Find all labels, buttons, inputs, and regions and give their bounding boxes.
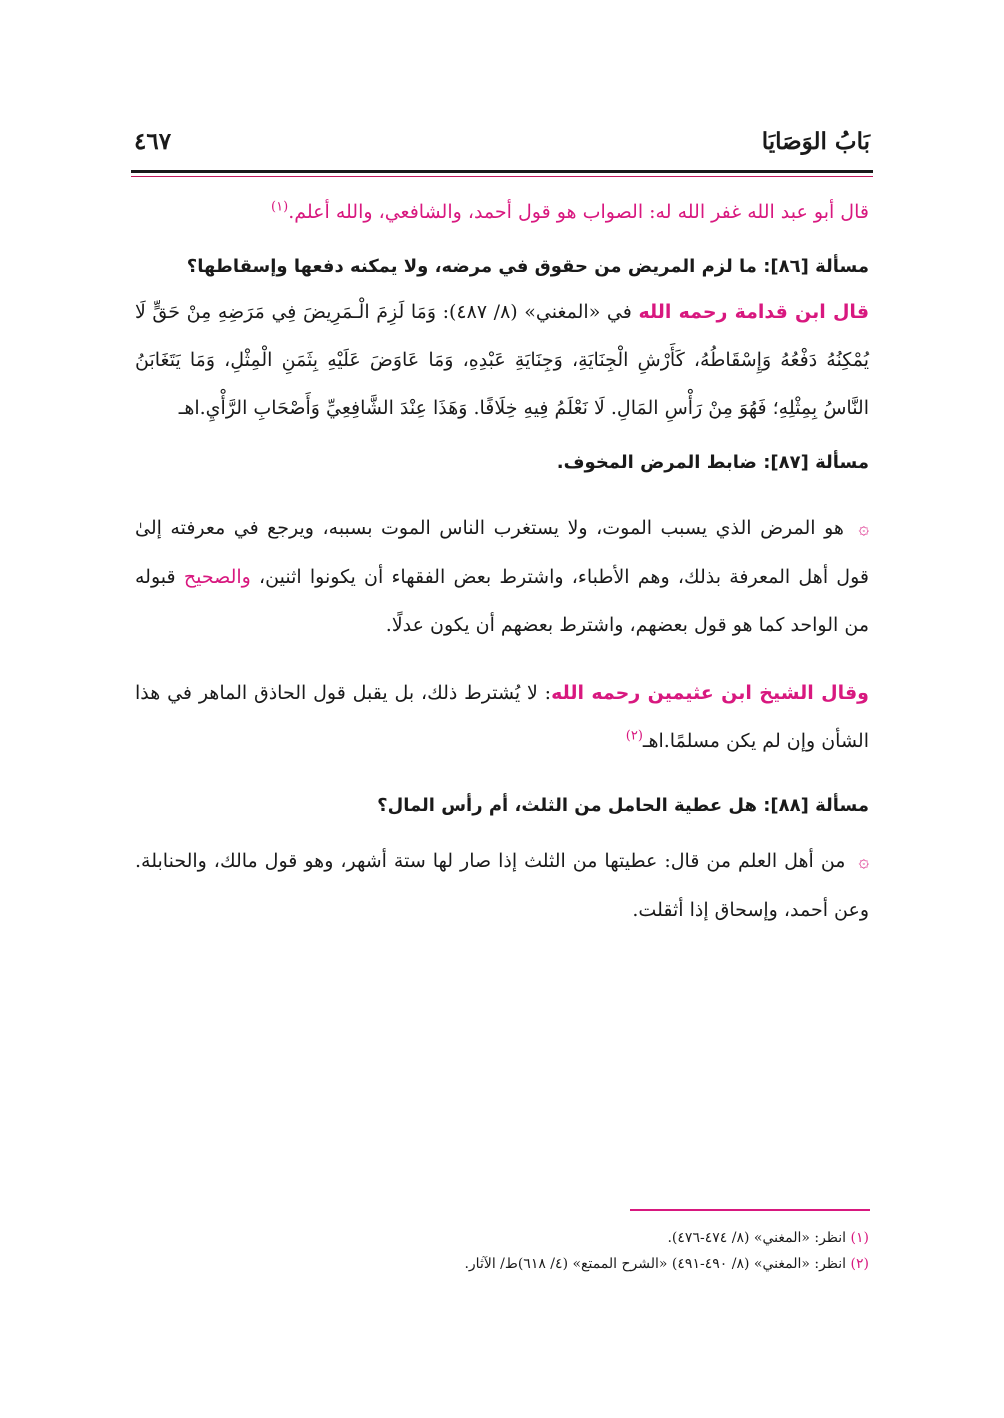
masala-88-text: من أهل العلم من قال: عطيتها من الثلث إذا صار لها ستة أشهر، وهو قول مالك، والحنابلة. وعن أحمد، وإسحاق إذا أثقلت.	[135, 850, 869, 921]
masala-87-highlight: والصحيح	[183, 566, 251, 588]
header-rule-thin	[131, 176, 873, 177]
footnote-text: انظر: «المغني» (٨/ ٤٧٤-٤٧٦).	[667, 1230, 847, 1246]
chapter-title: بَابُ الوَصَايَا	[761, 128, 870, 155]
page-body	[135, 188, 869, 934]
masala-86-heading: مسألة [٨٦]: ما لزم المريض من حقوق في مرضه، ولا يمكنه دفعها وإسقاطها؟	[186, 256, 869, 277]
footnote-rule	[630, 1209, 870, 1211]
page-number: ٤٦٧	[134, 128, 172, 155]
footnote-text: انظر: «المغني» (٨/ ٤٩٠-٤٩١) «الشرح الممتع» (٤/ ٦١٨)ط/ الآثار.	[464, 1256, 847, 1272]
masala-87-paragraph	[135, 504, 869, 649]
masala-87-text-after: قبوله من الواحد كما هو قول بعضهم، واشترط بعضهم أن يكون عدلًا.	[135, 566, 869, 636]
masala-87-text-before: هو المرض الذي يسبب الموت، ولا يستغرب الناس الموت بسببه، ويرجع في معرفته إلىٰ قول أهل المعرفة بذلك، وهم الأطباء، واشترط بعض الفقهاء أن يكونوا اثنين،	[135, 517, 870, 588]
masala-88-heading: مسألة [٨٨]: هل عطية الحامل من الثلث، أم رأس المال؟	[377, 795, 869, 816]
footnote-number: (٢)	[850, 1256, 869, 1272]
footnote-number: (١)	[850, 1230, 869, 1246]
masala-87-heading: مسألة [٨٧]: ضابط المرض المخوف.	[556, 452, 869, 473]
masala-87-speaker: وقال الشيخ ابن عثيمين رحمه الله	[551, 682, 869, 704]
running-header	[134, 128, 870, 168]
footnote-ref-2: (٢)	[625, 728, 643, 744]
footnote-ref-1: (١)	[271, 199, 289, 215]
masala-86-paragraph	[135, 288, 869, 432]
intro-text: قال أبو عبد الله غفر الله له: الصواب هو قول أحمد، والشافعي، والله أعلم.	[288, 201, 869, 223]
masala-87-quote-paragraph	[135, 669, 869, 765]
masala-88-paragraph	[135, 837, 869, 934]
masala-86-text: في «المغني» (٨/ ٤٨٧): وَمَا لَزِمَ الْـمَرِيضَ فِي مَرَضِهِ مِنْ حَقٍّ لَا يُمْكِنُهُ دَفْعُهُ وَإِسْقَاطُهُ، كَأَرْشِ الْجِنَايَةِ، وَجِنَايَةِ عَبْدِهِ، وَمَا عَاوَضَ عَلَيْهِ بِثَمَنِ الْمِثْلِ، وَمَا يَتَغَابَنُ النَّاسُ بِمِثْلِهِ؛ فَهُوَ مِنْ رَأْسِ المَالِ. لَا نَعْلَمُ فِيهِ خِلَافًا. وَهَذَا عِنْدَ الشَّافِعِيِّ وَأَصْحَابِ الرَّأْيِ.اهـ	[135, 301, 869, 419]
intro-paragraph	[135, 188, 869, 236]
masala-87-quote: : لا يُشترط ذلك، بل يقبل قول الحاذق الماهر في هذا الشأن وإن لم يكن مسلمًا.اهـ	[135, 682, 869, 752]
footnote-2	[135, 1251, 869, 1277]
bullet-icon: ۞	[858, 851, 869, 872]
bullet-icon: ۞	[858, 518, 869, 539]
footnotes	[135, 1225, 869, 1277]
masala-86-speaker: قال ابن قدامة رحمه الله	[638, 301, 870, 323]
footnote-1	[135, 1225, 869, 1251]
header-rule-thick	[131, 170, 873, 173]
